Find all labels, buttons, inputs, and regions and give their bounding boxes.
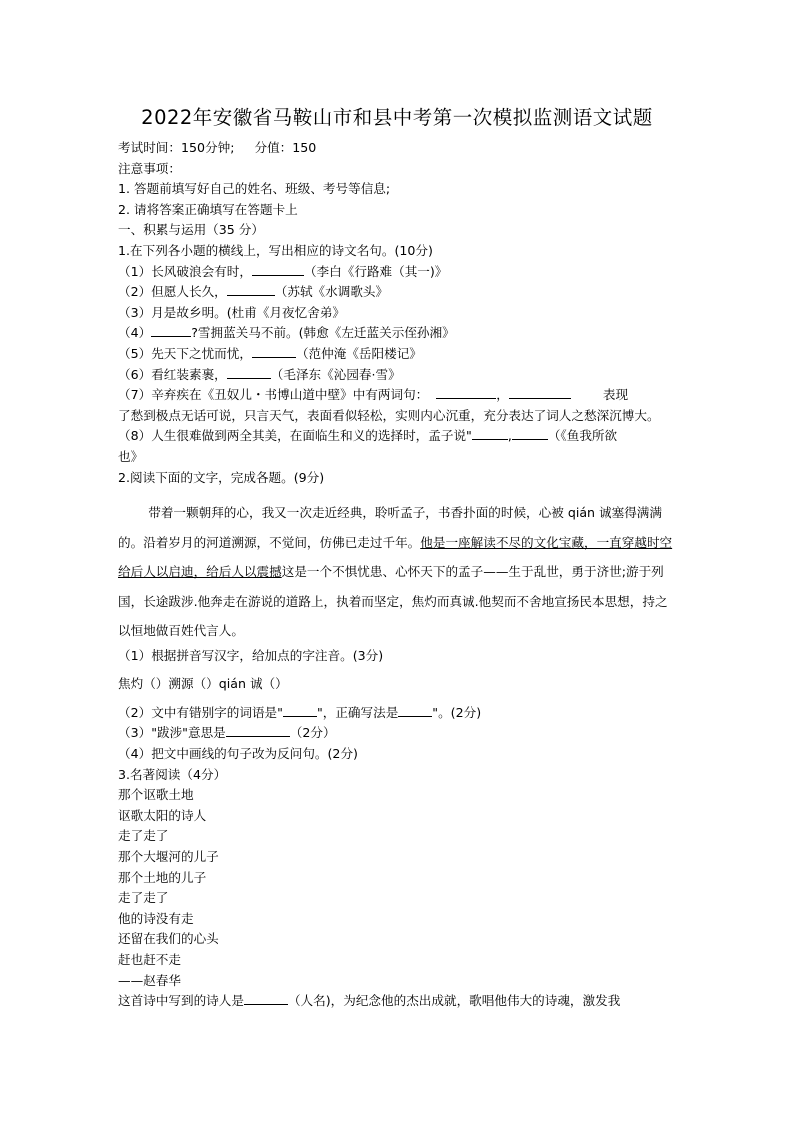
q1-item: （1）长风破浪会有时， （李白《行路难（其一)》	[118, 263, 448, 279]
exam-time: 考试时间：150分钟;	[118, 140, 235, 155]
exam-body	[118, 138, 678, 1012]
underlined-sentence: 他是一座解读不尽的文化宝藏，一直穿越时空给后人以启迪，给后人以震撼	[118, 534, 673, 580]
poem-author: ——赵春华	[118, 972, 181, 988]
q1-item-8-continued: 也》	[118, 448, 144, 464]
poem-line: 那个土地的儿子	[118, 869, 207, 885]
q1-item: （3）月是故乡明。(杜甫《月夜忆舍弟》	[118, 304, 346, 320]
reading-passage: 带着一颗朝拜的心，我又一次走近经典，聆听孟子，书香扑面的时候，心被 qián 诚塞得满满的。沿着岁月的河道溯源，不觉间，仿佛已走过千年。他是一座解读不尽的文化宝藏，一直穿越时空给后人以启迪，给后人以震撼这是一个不惧忧患、心怀天下的孟子——生于乱世，勇于济世;游于列国，长途跋涉.他奔走在游说的道路上，执着而坚定，焦灼而真诚.他契而不舍地宣扬民本思想，持之以恒地做百姓代言人。	[118, 505, 673, 639]
answer-blank[interactable]	[226, 723, 290, 737]
answer-blank[interactable]	[151, 323, 191, 337]
exam-info	[118, 138, 678, 159]
answer-blank[interactable]	[398, 703, 432, 717]
q1-item: （5）先天下之忧而忧， （范仲淹《岳阳楼记》	[118, 345, 422, 361]
q1-item: （8）人生很难做到两全其美，在面临生和义的选择时，孟子说" , （《鱼我所欲	[118, 428, 618, 444]
poem-line: 赶也赶不走	[118, 951, 181, 967]
poem-line: 他的诗没有走	[118, 910, 194, 926]
answer-blank[interactable]	[227, 282, 275, 296]
q2-sub-4: （4）把文中画线的句子改为反问句。(2分)	[118, 745, 358, 761]
answer-blank[interactable]	[252, 262, 304, 276]
poem-line: 走了走了	[118, 890, 169, 906]
question-2-stem: 2.阅读下面的文字，完成各题。(9分)	[118, 469, 325, 485]
answer-blank[interactable]	[436, 385, 496, 399]
q1-item-7-continued: 了愁到极点无话可说，只言天气，表面看似轻松，实则内心沉重，充分表达了词人之愁深沉博大。	[118, 407, 660, 423]
q1-item: （6）看红装素裹， （毛泽东《沁园春·雪》	[118, 366, 401, 382]
q3-question: 这首诗中写到的诗人是 （人名)，为纪念他的杰出成就，歌唱他伟大的诗魂，激发我	[118, 993, 621, 1009]
answer-blank[interactable]	[227, 365, 271, 379]
answer-blank[interactable]	[283, 703, 317, 717]
answer-blank[interactable]	[252, 344, 296, 358]
poem-line: 那个大堰河的儿子	[118, 848, 219, 864]
note-item: 1. 答题前填写好自己的姓名、班级、考号等信息;	[118, 181, 391, 197]
answer-blank[interactable]	[244, 991, 288, 1005]
question-1-stem: 1.在下列各小题的横线上，写出相应的诗文名句。(10分)	[118, 242, 433, 258]
q2-sub-1: （1）根据拼音写汉字，给加点的字注音。(3分)	[118, 647, 384, 663]
q2-sub-1-answer: 焦灼（）溯源（）qián 诚（）	[118, 676, 288, 692]
section-heading: 一、积累与运用（35 分）	[118, 222, 264, 238]
notes-heading: 注意事项：	[118, 160, 181, 176]
q2-sub-2: （2）文中有错别字的词语是" "，正确写法是 "。(2分)	[118, 704, 482, 720]
exam-score: 分值：150	[254, 140, 317, 155]
q1-item: （7）辛弃疾在《丑奴儿・书博山道中壁》中有两词句： ， 表现	[118, 387, 629, 403]
answer-blank[interactable]	[509, 385, 571, 399]
poem-line: 讴歌太阳的诗人	[118, 807, 207, 823]
answer-blank[interactable]	[512, 426, 548, 440]
poem-line: 还留在我们的心头	[118, 931, 219, 947]
exam-title: 2022年安徽省马鞍山市和县中考第一次模拟监测语文试题	[141, 106, 653, 129]
note-item: 2. 请将答案正确填写在答题卡上	[118, 201, 298, 217]
q1-item: （4） ?雪拥蓝关马不前。(韩愈《左迁蓝关示侄孙湘》	[118, 325, 455, 341]
poem-line: 走了走了	[118, 828, 169, 844]
poem-line: 那个讴歌土地	[118, 787, 194, 803]
question-3-stem: 3.名著阅读（4分）	[118, 766, 227, 782]
q1-item: （2）但愿人长久， （苏轼《水调歌头》	[118, 284, 389, 300]
q2-sub-3: （3）"跋涉"意思是 （2分）	[118, 725, 336, 741]
answer-blank[interactable]	[472, 426, 508, 440]
